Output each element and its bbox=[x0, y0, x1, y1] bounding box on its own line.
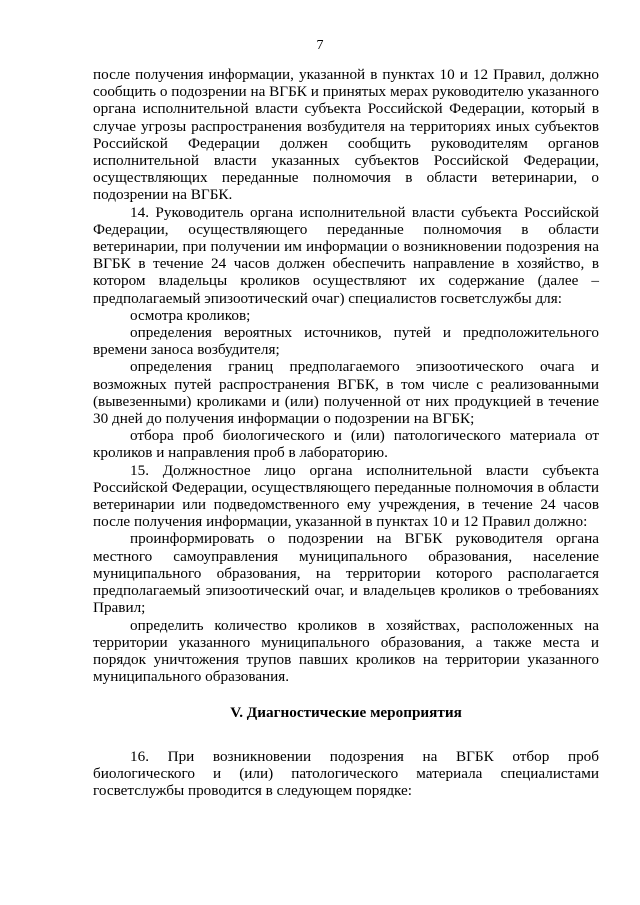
paragraph: после получения информации, указанной в пунктах 10 и 12 Правил, должно сообщить о подозрении на ВГБК и принятых мерах руководителю указанного органа исполнительной власти субъекта Российской Федерации, который в случае угрозы распространения возбудителя на территориях иных субъектов Российской Федерации должен сообщить руководителям органов исполнительной власти указанных субъектов Российской Федерации, осуществляющих переданные полномочия в области ветеринарии, о подозрении на ВГБК. bbox=[93, 66, 599, 204]
list-item: определения границ предполагаемого эпизоотического очага и возможных путей распространения ВГБК, в том числе с реализованными (вывезенными) кроликами и (или) полученной от них продукцией в течение 30 дней до получения информации о подозрении на ВГБК; bbox=[93, 358, 599, 428]
paragraph-item-14: 14. Руководитель органа исполнительной власти субъекта Российской Федерации, осуществляющего переданные полномочия в области ветеринарии, при получении им информации о возникновении подозрения на ВГБК в течение 24 часов должен обеспечить направление в хозяйство, в котором владельцы кроликов осуществляют их содержание (далее – предполагаемый эпизоотический очаг) специалистов госветслужбы для: bbox=[93, 203, 599, 307]
list-item: проинформировать о подозрении на ВГБК руководителя органа местного самоуправления муниципального образования, население муниципального образования, на территории которого располагается предполагаемый эпизоотический очаг, и владельцев кроликов о требованиях Правил; bbox=[93, 530, 599, 617]
paragraph-item-16: 16. При возникновении подозрения на ВГБК отбор проб биологического и (или) патологического материала специалистами госветслужбы проводится в следующем порядке: bbox=[93, 747, 599, 799]
document-body bbox=[93, 66, 599, 799]
section-heading: V. Диагностические мероприятия bbox=[230, 704, 462, 722]
list-item: определить количество кроликов в хозяйствах, расположенных на территории указанного муниципального образования, а также места и порядок уничтожения трупов павших кроликов на территории указанного муниципального образования. bbox=[93, 616, 599, 686]
list-item: отбора проб биологического и (или) патологического материала от кроликов и направления проб в лабораторию. bbox=[93, 427, 599, 462]
page-number: 7 bbox=[316, 38, 324, 53]
list-item: осмотра кроликов; bbox=[130, 306, 251, 324]
list-item: определения вероятных источников, путей и предположительного времени заноса возбудителя; bbox=[93, 324, 599, 359]
paragraph-item-15: 15. Должностное лицо органа исполнительной власти субъекта Российской Федерации, осуществляющего переданные полномочия в области ветеринарии или подведомственного ему учреждения, в течение 24 часов после получения информации, указанной в пунктах 10 и 12 Правил должно: bbox=[93, 461, 599, 531]
